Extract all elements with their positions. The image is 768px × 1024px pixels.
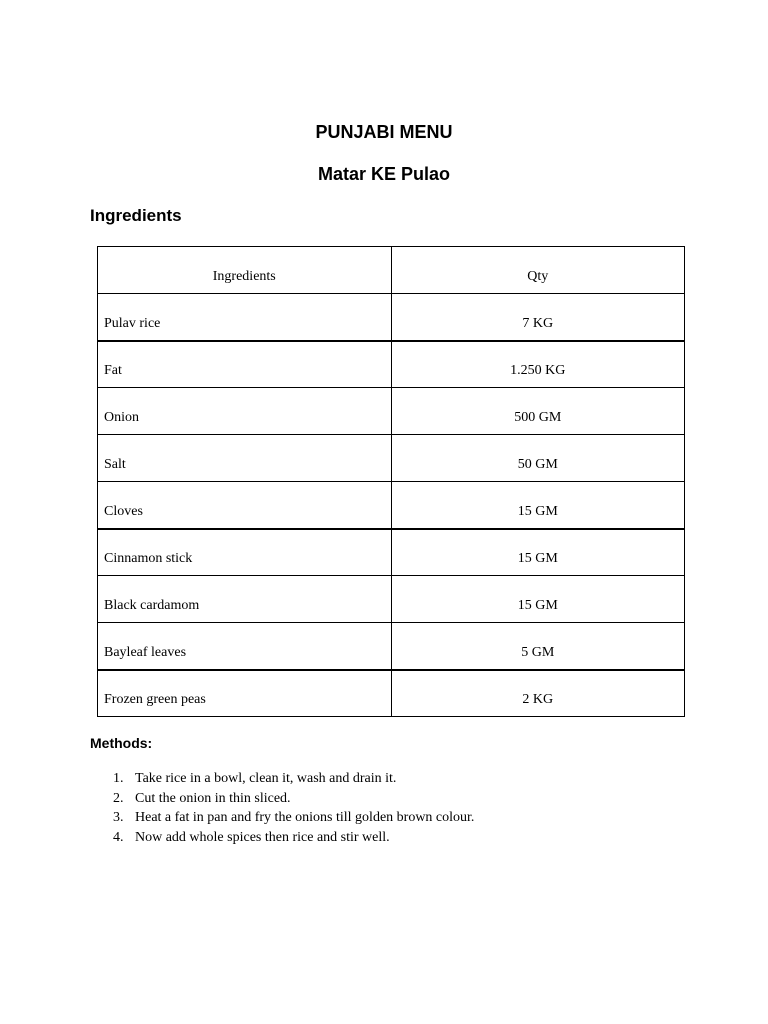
ingredient-qty: 50 GM xyxy=(391,435,684,482)
list-item xyxy=(0,769,474,789)
ingredients-heading: Ingredients xyxy=(90,206,182,225)
table-row xyxy=(98,670,685,717)
ingredient-qty: 15 GM xyxy=(391,482,684,529)
table-row xyxy=(98,435,685,482)
qty-column-header: Qty xyxy=(391,247,684,294)
ingredient-name: Black cardamom xyxy=(98,576,392,623)
list-item xyxy=(0,789,474,809)
ingredient-qty: 15 GM xyxy=(391,576,684,623)
menu-title: PUNJABI MENU xyxy=(315,122,453,142)
step-number: 3. xyxy=(113,810,124,825)
table-header-row xyxy=(98,247,685,294)
step-number: 2. xyxy=(113,790,124,806)
ingredient-qty: 500 GM xyxy=(391,388,684,435)
ingredient-name: Bayleaf leaves xyxy=(98,623,392,670)
table-row xyxy=(98,294,685,341)
dish-title: Matar KE Pulao xyxy=(317,164,451,184)
ingredients-table xyxy=(97,246,685,717)
step-text: Heat a fat in pan and fry the onions till golden brown colour. xyxy=(135,810,475,825)
ingredient-qty: 2 KG xyxy=(391,670,684,717)
step-text: Now add whole spices then rice and stir well. xyxy=(135,829,390,845)
step-text: Cut the onion in thin sliced. xyxy=(135,790,291,806)
step-text: Take rice in a bowl, clean it, wash and drain it. xyxy=(135,771,397,786)
table-row xyxy=(98,529,685,576)
table-row xyxy=(98,388,685,435)
list-item xyxy=(0,828,474,848)
table-row xyxy=(98,482,685,529)
list-item xyxy=(0,808,474,828)
table-row xyxy=(98,623,685,670)
ingredient-name: Cinnamon stick xyxy=(98,529,392,576)
ingredient-name: Frozen green peas xyxy=(98,670,392,717)
step-number: 4. xyxy=(113,829,124,845)
ingredient-name: Fat xyxy=(98,341,392,388)
ingredient-name: Cloves xyxy=(98,482,392,529)
ingredient-name: Pulav rice xyxy=(98,294,392,341)
methods-heading: Methods: xyxy=(90,735,153,751)
ingredient-name: Onion xyxy=(98,388,392,435)
ingredient-qty: 15 GM xyxy=(391,529,684,576)
ingredient-name: Salt xyxy=(98,435,392,482)
table-row xyxy=(98,576,685,623)
ingredient-qty: 5 GM xyxy=(391,623,684,670)
ingredient-qty: 7 KG xyxy=(391,294,684,341)
ingredients-column-header: Ingredients xyxy=(98,247,392,294)
table-row xyxy=(98,341,685,388)
step-number: 1. xyxy=(113,771,124,786)
methods-list xyxy=(0,769,474,847)
ingredient-qty: 1.250 KG xyxy=(391,341,684,388)
